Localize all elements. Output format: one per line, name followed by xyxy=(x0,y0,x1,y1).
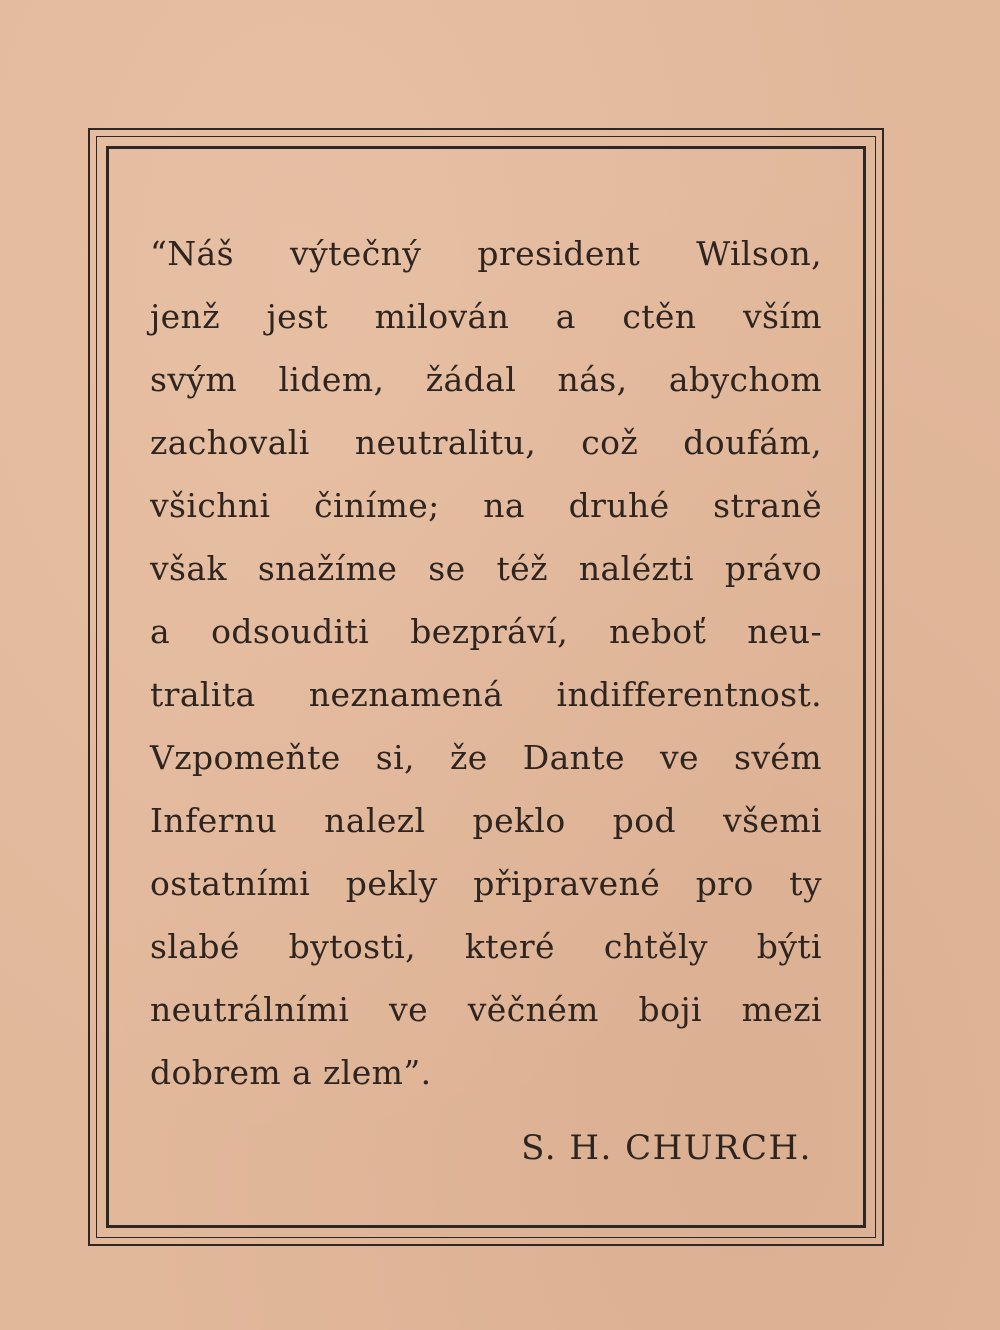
quote-line: svým lidem, žádal nás, abychom xyxy=(150,360,822,399)
quote-line: tralita neznamená indifferentnost. xyxy=(150,675,822,714)
quote-line: slabé bytosti, které chtěly býti xyxy=(150,927,822,966)
quote-line: Vzpomeňte si, že Dante ve svém xyxy=(150,738,822,777)
signature: S. H. CHURCH. xyxy=(521,1128,812,1168)
quote-line: “Náš výtečný president Wilson, xyxy=(150,234,822,273)
quote-line: Infernu nalezl peklo pod všemi xyxy=(150,801,822,840)
quote-line: jenž jest milován a ctěn vším xyxy=(150,297,822,336)
quote-text xyxy=(150,222,822,1104)
quote-line: však snažíme se též nalézti právo xyxy=(150,549,822,588)
quote-line: neutrálními ve věčném boji mezi xyxy=(150,990,822,1029)
quote-line: všichni činíme; na druhé straně xyxy=(150,486,822,525)
quote-line: zachovali neutralitu, což doufám, xyxy=(150,423,822,462)
quote-line: a odsouditi bezpráví, neboť neu- xyxy=(150,612,822,651)
quote-line: dobrem a zlem”. xyxy=(150,1053,432,1092)
quote-line: ostatními pekly připravené pro ty xyxy=(150,864,822,903)
